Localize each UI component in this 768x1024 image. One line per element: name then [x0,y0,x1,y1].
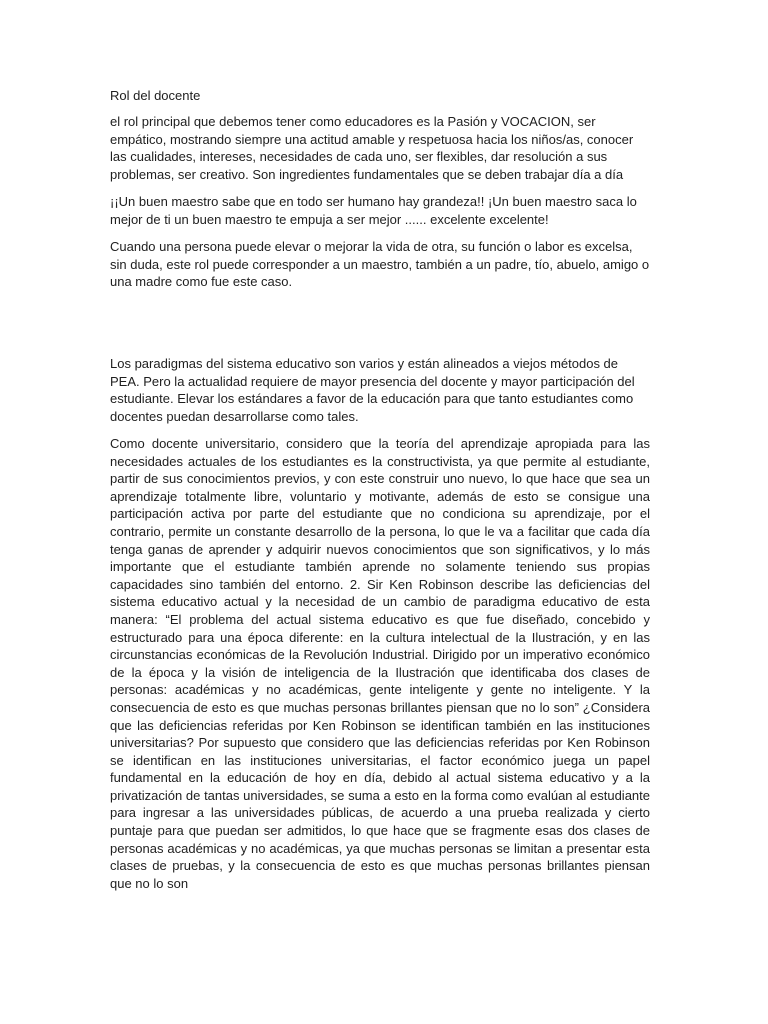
document-title-block [110,87,650,105]
paragraph-2: ¡¡Un buen maestro sabe que en todo ser humano hay grandeza!! ¡Un buen maestro saca lo mejor de ti un buen maestro te empuja a ser mejor ...... excelente excelente! [110,194,637,227]
paragraph-block-5 [110,435,650,892]
paragraph-3: Cuando una persona puede elevar o mejorar la vida de otra, su función o labor es excelsa, sin duda, este rol puede corresponder a un maestro, también a un padre, tío, abuelo, amigo o una madre como fue este caso. [110,239,650,290]
paragraph-4: Los paradigmas del sistema educativo son varios y están alineados a viejos métodos de PEA. Pero la actualidad requiere de mayor presencia del docente y mayor participación del estudiante. Elevar los estándares a favor de la educación para que tanto estudiantes como docentes puedan desarrollarse como tales. [110,356,635,424]
paragraph-1: el rol principal que debemos tener como educadores es la Pasión y VOCACION, ser empático, mostrando siempre una actitud amable y respetuosa hacia los niños/as, conocer las cualidades, intereses, necesidades de cada uno, ser flexibles, dar resolución a sus problemas, ser creativo. Son ingredientes fundamentales que se deben trabajar día a día [110,114,634,182]
paragraph-block-2 [110,193,650,228]
paragraph-block-3 [110,238,650,291]
document-title: Rol del docente [110,88,201,103]
paragraph-block-1 [110,113,650,183]
paragraph-block-4 [110,355,650,425]
paragraph-5: Como docente universitario, considero que la teoría del aprendizaje apropiada para las necesidades actuales de los estudiantes es la constructivista, ya que permite al estudiante, partir de sus conocimientos previos, y con este construir uno nuevo, lo que hace que sea un aprendizaje totalmente libre, voluntario y motivante, además de esto se consigue una participación activa por parte del estudiante que no condiciona su aprendizaje, por el contrario, permite un constante desarrollo de la persona, lo que le va a facilitar que cada día tenga ganas de aprender y adquirir nuevos conocimientos que son significativos, y lo más importante que el estudiante también aprende no solamente teniendo sus propias capacidades sino también del entorno. 2. Sir Ken Robinson describe las deficiencias del sistema educativo actual y la necesidad de un cambio de paradigma educativo de esta manera: “El problema del actual sistema educativo es que fue diseñado, concebido y estructurado para una época diferente: en la cultura intelectual de la Ilustración, y en las circunstancias económicas de la Revolución Industrial. Dirigido por un imperativo económico de la época y la visión de inteligencia de la Ilustración que identificaba dos clases de personas: académicas y no académicas, gente inteligente y gente no inteligente. Y la consecuencia de esto es que muchas personas brillantes piensan que no lo son” ¿Considera que las deficiencias referidas por Ken Robinson se identifican también en las instituciones universitarias? Por supuesto que considero que las deficiencias referidas por Ken Robinson se identifican en las instituciones universitarias, el factor económico juega un papel fundamental en la educación de hoy en día, debido al actual sistema educativo y a la privatización de tantas universidades, se suma a esto en la forma como evalúan al estudiante para ingresar a las universidades públicas, de acuerdo a una prueba realizada y cierto puntaje para que puedan ser admitidos, lo que hace que se fragmente esas dos clases de personas académicas y no académicas, ya que muchas personas se limitan a presentar esta clases de pruebas, y la consecuencia de esto es que muchas personas brillantes piensan que no lo son [110,436,650,891]
